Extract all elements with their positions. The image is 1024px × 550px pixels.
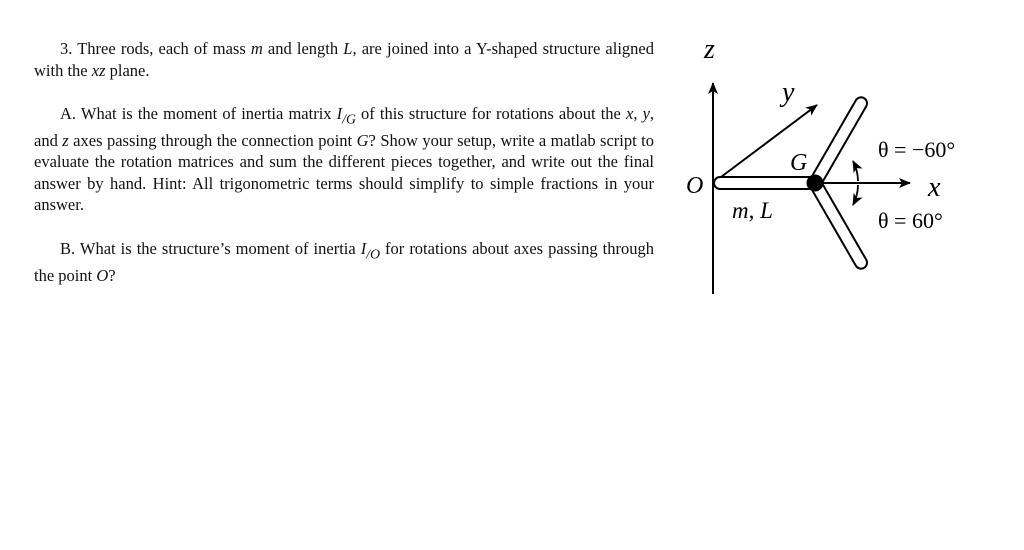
part-b: B. What is the structure’s moment of inertia $I_{/O}$ for rotations about axes passing through the point O? bbox=[34, 238, 655, 285]
y-axis-label: y bbox=[782, 77, 795, 108]
connection-point-g bbox=[807, 175, 824, 192]
inertia-subscript-g: /G bbox=[342, 111, 356, 127]
z-axis-label: z bbox=[704, 34, 715, 65]
inertia-symbol-g: I bbox=[336, 104, 343, 123]
rod-mass-length-label: m, L bbox=[732, 198, 773, 223]
plane-symbol: xz bbox=[91, 60, 106, 80]
problem-text bbox=[34, 38, 654, 308]
length-symbol: L bbox=[343, 39, 353, 58]
problem-number: 3. bbox=[60, 39, 73, 58]
inertia-symbol-o: I bbox=[360, 238, 367, 258]
part-a-label: A. bbox=[60, 104, 77, 123]
y-structure-diagram bbox=[670, 28, 990, 303]
part-b-label: B. bbox=[60, 238, 76, 258]
point-g-symbol: G bbox=[356, 130, 369, 150]
problem-intro: 3. Three rods, each of mass m and length L, are joined into a Y-shaped structure aligned with the xz plane. bbox=[34, 39, 654, 80]
origin-label: O bbox=[686, 173, 704, 199]
point-o-symbol: O bbox=[96, 265, 109, 285]
angle-upper-label: θ = −60° bbox=[878, 137, 956, 162]
part-a: A. What is the moment of inertia matrix $I_{/G}$ of this structure for rotations about the x, y, and z axes passing through the connection point G? Show your setup, write a matlab script to evaluate the rotation matrices and sum the different pieces together, and write out the final answer by hand. Hint: All trigonometric terms should simplify to simple fractions in your answer. bbox=[34, 104, 655, 215]
angle-lower-label: θ = 60° bbox=[878, 208, 943, 233]
angle-arc-lower bbox=[853, 185, 858, 205]
x-axis-label: x bbox=[928, 172, 941, 203]
mass-symbol: m bbox=[250, 39, 263, 58]
rod-horizontal bbox=[714, 177, 818, 189]
point-g-label: G bbox=[790, 150, 808, 176]
angle-arc-upper bbox=[853, 161, 858, 181]
inertia-subscript-o: /O bbox=[366, 246, 380, 262]
